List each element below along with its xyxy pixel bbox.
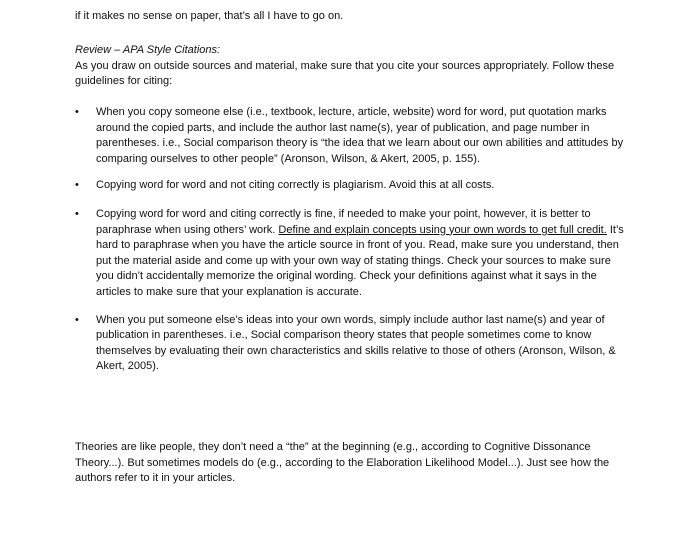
guideline-item <box>75 178 635 194</box>
bullet-dot-icon: • <box>75 179 79 192</box>
bullet-dot-icon: • <box>75 313 79 326</box>
guideline-text: When you copy someone else (i.e., textbook, lecture, article, website) word for word, put quotation marks around the copied parts, and include the author last name(s), year of publication, and page number in parentheses. i.e., Social comparison theory is “the idea that we learn about our own abilities and attitudes by comparing ourselves to other people” (Aronson, Wilson, & Akert, 2005, p. 155). <box>96 106 624 165</box>
review-body: As you draw on outside sources and material, make sure that you cite your sources appropriately. Follow these guidelines for citing: <box>75 59 615 88</box>
closing-paragraph: Theories are like people, they don’t need a “the” at the beginning (e.g., according to Cognitive Dissonance Theory...). But sometimes models do (e.g., according to the Elaboration Likelihood Model...). Just see how the authors refer to it in your articles. <box>75 441 610 485</box>
review-title: Review – APA Style Citations: <box>75 44 221 56</box>
guideline-item <box>75 105 635 167</box>
underlined-guideline-text: Define and explain concepts using your own words to get full credit. <box>278 223 607 236</box>
bullet-dot-icon: • <box>75 207 79 220</box>
guideline-text-before: Copying word for word and citing correctly is fine, if needed to make your point, however, it is better to paraphrase when using others’ work. <box>96 207 591 236</box>
guideline-text <box>96 207 631 301</box>
guideline-text-after: It’s hard to paraphrase when you have the article source in front of you. Read, make sure you understand, then put the material aside and come up with your own way of stating things. Check your sources to make sure you didn’t accidentally memorize the original wording. Check your definitions against what it says in the articles to make sure that your explanation is accurate. <box>96 223 624 298</box>
guideline-item <box>75 313 635 375</box>
guideline-text: Copying word for word and not citing correctly is plagiarism. Avoid this at all costs. <box>96 179 495 192</box>
intro-line: if it makes no sense on paper, that’s all I have to go on. <box>75 10 344 22</box>
citation-guidelines-list <box>75 105 635 375</box>
review-section <box>75 43 635 90</box>
guideline-item <box>75 207 635 301</box>
bullet-dot-icon: • <box>75 106 79 118</box>
guideline-text: When you put someone else’s ideas into your own words, simply include author last name(s) and year of publication in parentheses. i.e., Social comparison theory states that people sometimes come to know themselves by evaluating their own characteristics and skills relative to those of others (Aronson, Wilson, & Akert, 2005). <box>96 313 616 373</box>
